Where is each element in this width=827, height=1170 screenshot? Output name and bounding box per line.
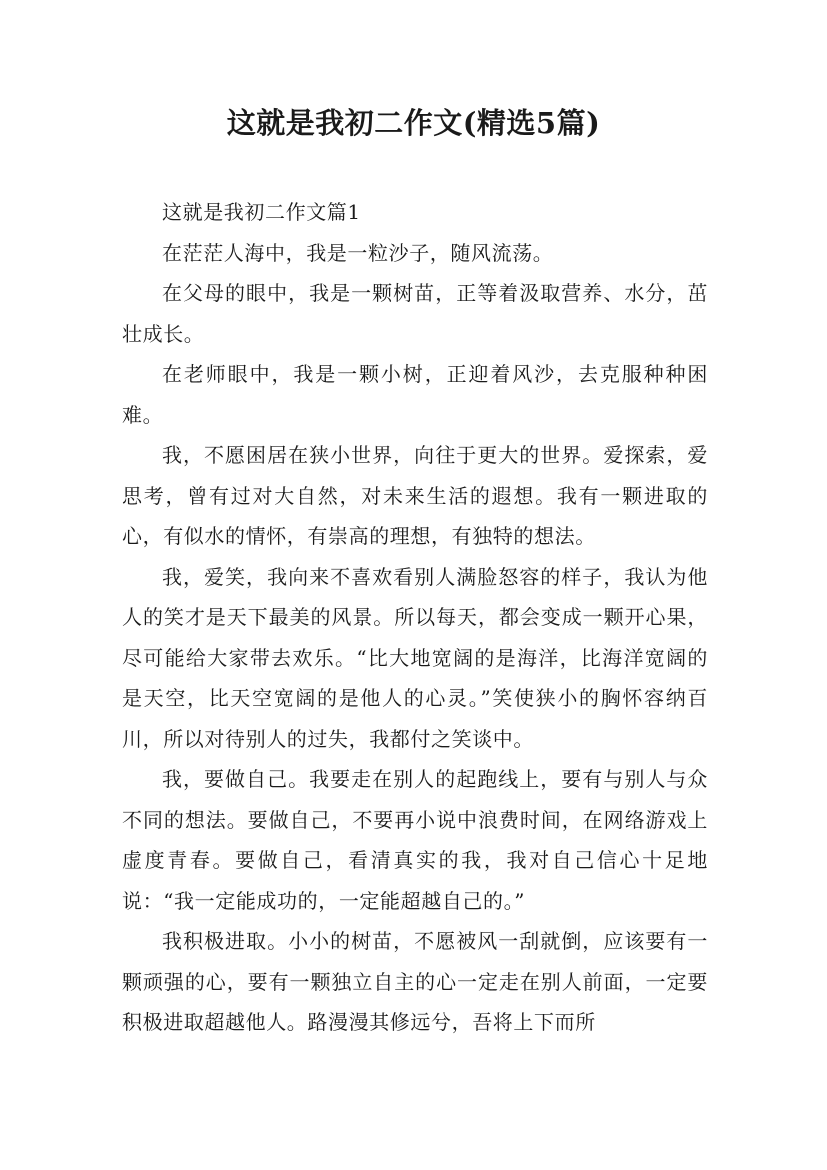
paragraph: 我，爱笑，我向来不喜欢看别人满脸怒容的样子，我认为他人的笑才是天下最美的风景。所以每天，都会变成一颗开心果，尽可能给大家带去欢乐。“比大地宽阔的是海洋，比海洋宽阔的是天空，比天空宽阔的是他人的心灵。”笑使狭小的胸怀容纳百川，所以对待别人的过失，我都付之笑谈中。 xyxy=(122,564,708,751)
paragraph: 在父母的眼中，我是一颗树苗，正等着汲取营养、水分，茁壮成长。 xyxy=(122,281,708,346)
paragraph: 在老师眼中，我是一颗小树，正迎着风沙，去克服种种困难。 xyxy=(122,362,708,427)
section-heading: 这就是我初二作文篇1 xyxy=(162,200,361,224)
paragraph: 我，不愿困居在狭小世界，向往于更大的世界。爱探索，爱思考，曾有过对大自然，对未来生活的遐想。我有一颗进取的心，有似水的情怀，有崇高的理想，有独特的想法。 xyxy=(122,443,708,548)
paragraph: 在茫茫人海中，我是一粒沙子，随风流荡。 xyxy=(162,240,554,265)
paragraph: 我积极进取。小小的树苗，不愿被风一刮就倒，应该要有一颗顽强的心，要有一颗独立自主的心一定走在别人前面，一定要积极进取超越他人。路漫漫其修远兮，吾将上下而所 xyxy=(122,929,708,1034)
document-body xyxy=(122,192,708,1043)
paragraph: 我，要做自己。我要走在别人的起跑线上，要有与别人与众不同的想法。要做自己，不要再小说中浪费时间，在网络游戏上虚度青春。要做自己，看清真实的我，我对自己信心十足地说：“我一定能成功的，一定能超越自己的。” xyxy=(122,767,708,913)
document-title: 这就是我初二作文(精选5篇) xyxy=(226,106,601,140)
